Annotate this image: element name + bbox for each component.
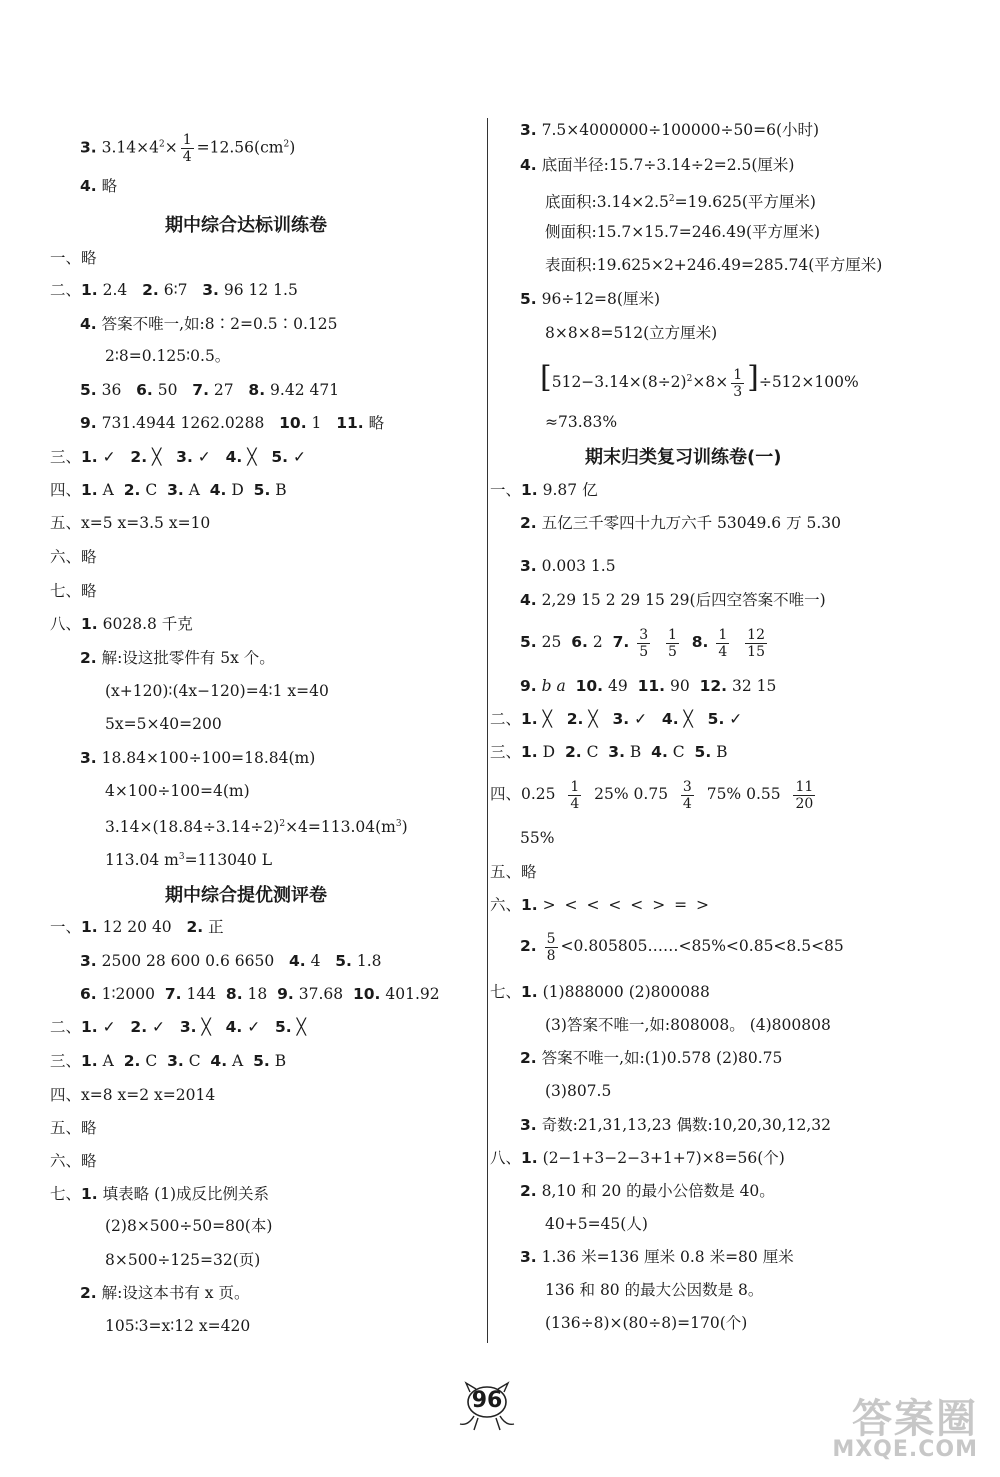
- section-title: 期中综合提优测评卷: [165, 885, 327, 906]
- answer-line: 八、1. 6028.8 千克: [50, 615, 193, 633]
- answer-line: 2. 解:设这本书有 x 页。: [80, 1284, 250, 1302]
- answer-line: 5. 96÷12=8(厘米): [520, 290, 661, 308]
- fraction: $\frac{3}{5}$: [639, 626, 649, 660]
- answer-line: 5. 36 6. 50 7. 27 8. 9.42 471: [80, 381, 340, 399]
- answer-line: 5x=5×40=200: [105, 715, 222, 733]
- answer-line: 55%: [520, 829, 555, 847]
- answer-line: 四、x=8 x=2 x=2014: [50, 1086, 216, 1104]
- answer-line: 表面积:19.625×2+246.49=285.74(平方厘米): [545, 256, 883, 274]
- page-number-badge: [456, 1378, 518, 1436]
- answer-line: (x+120)∶(4x−120)=4∶1 x=40: [105, 682, 329, 700]
- answer-line: 六、略: [50, 1152, 97, 1170]
- answer-line: 3. $3.14\times 4^2\times$ $\frac{1}{4}$ $=12.56(cm^2)$: [80, 132, 296, 165]
- answer-line: 四、1. A 2. C 3. A 4. D 5. B: [50, 481, 287, 499]
- answer-line: 105∶3=x∶12 x=420: [105, 1317, 251, 1335]
- answer-line: 二、1. ╳ 2. ╳ 3. ✓ 4. ╳ 5. ✓: [490, 710, 743, 728]
- fraction: $\frac{1}{4}$: [570, 778, 580, 812]
- answer-line: 一、略: [50, 249, 97, 267]
- fraction: $\frac{1}{4}$: [718, 626, 728, 660]
- answer-line: (2)8×500÷50=80(本): [105, 1217, 273, 1235]
- watermark-logo: [828, 1387, 978, 1467]
- answer-line: [$512-3.14\times(8\div 2)^2\times 8\times$ $\frac{1}{3}$ ]÷512×100%: [540, 360, 859, 400]
- answer-line: 底面积$:3.14\times 2.5^2=19.625$(平方厘米): [545, 193, 816, 212]
- answer-line: 5. 25 6. 2 7. $\frac{3}{5}$ $\frac{1}{5}$ 8. $\frac{1}{4}$ $\frac{12}{15}$: [520, 626, 765, 660]
- page-number: 96: [471, 1388, 503, 1413]
- answer-line: 七、1. 填表略 (1)成反比例关系: [50, 1185, 270, 1203]
- answer-line: 4. 底面半径:15.7÷3.14÷2=2.5(厘米): [520, 156, 795, 174]
- answer-line: 七、略: [50, 582, 97, 600]
- fraction: $\frac{11}{20}$: [795, 778, 814, 812]
- fraction: $\frac{1}{3}$: [733, 366, 743, 400]
- answer-line: 五、略: [490, 863, 537, 881]
- answer-line: (3)807.5: [545, 1082, 612, 1100]
- answer-line: 40+5=45(人): [545, 1215, 648, 1233]
- answer-line: 9. 731.4944 1262.0288 10. 1 11. 略: [80, 414, 385, 432]
- fraction: $\frac{5}{8}$: [546, 930, 556, 964]
- answer-line: 2. 五亿三千零四十九万六千 53049.6 万 5.30: [520, 514, 842, 532]
- answer-line: 4×100÷100=4(m): [105, 782, 250, 800]
- answer-line: 二、1. ✓ 2. ✓ 3. ╳ 4. ✓ 5. ╳: [50, 1018, 306, 1036]
- answer-line: ≈73.83%: [545, 413, 618, 431]
- answer-line: 三、1. A 2. C 3. C 4. A 5. B: [50, 1052, 287, 1070]
- answer-line: 3. 18.84×100÷100=18.84(m): [80, 749, 316, 767]
- answer-line: 2∶8=0.125∶0.5。: [105, 347, 231, 365]
- answer-line: 六、略: [50, 548, 97, 566]
- answer-line: 8×500÷125=32(页): [105, 1251, 261, 1269]
- answer-line: 一、1. 9.87 亿: [490, 481, 598, 499]
- answer-line: 3. 0.003 1.5: [520, 557, 616, 575]
- answer-line: 2. 解:设这批零件有 5x 个。: [80, 649, 275, 667]
- answer-line: 三、1. ✓ 2. ╳ 3. ✓ 4. ╳ 5. ✓: [50, 448, 306, 466]
- answer-line: 三、1. D 2. C 3. B 4. C 5. B: [490, 743, 728, 761]
- section-title: 期末归类复习训练卷(一): [585, 447, 782, 468]
- section-title: 期中综合达标训练卷: [165, 215, 327, 236]
- watermark-url: MXQE.COM: [832, 1437, 978, 1462]
- fraction: $\frac{1}{5}$: [667, 626, 677, 660]
- answer-line: 9. b a 10. 49 11. 90 12. 32 15: [520, 677, 777, 695]
- answer-line: 二、1. 2.4 2. 6∶7 3. 96 12 1.5: [50, 281, 298, 299]
- answer-line: (3)答案不唯一,如:808008。 (4)800808: [545, 1016, 831, 1034]
- answer-line: 136 和 80 的最大公因数是 8。: [545, 1281, 764, 1299]
- answer-line: 侧面积:15.7×15.7=246.49(平方厘米): [545, 223, 821, 241]
- answer-line: 113.04 $m^3=113040$ L: [105, 851, 272, 870]
- answer-line: 七、1. (1)888000 (2)800088: [490, 983, 710, 1001]
- answer-line: 8×8×8=512(立方厘米): [545, 324, 718, 342]
- answer-line: 2. 答案不唯一,如:(1)0.578 (2)80.75: [520, 1049, 783, 1067]
- answer-line: 一、1. 12 20 40 2. 正: [50, 918, 224, 936]
- fraction: $\frac{1}{4}$: [182, 132, 192, 165]
- fraction: $\frac{3}{4}$: [682, 778, 692, 812]
- answer-line: $3.14\times(18.84\div 3.14\div 2)^2\times 4=113.04(m^3)$: [105, 818, 408, 837]
- answer-line: 4. 答案不唯一,如:8∶2=0.5∶0.125: [80, 315, 338, 333]
- answer-line: 4. 2,29 15 2 29 15 29(后四空答案不唯一): [520, 591, 826, 609]
- fraction: $\frac{12}{15}$: [747, 626, 765, 660]
- answer-line: 4. 略: [80, 177, 118, 195]
- answer-line: 3. 2500 28 600 0.6 6650 4. 4 5. 1.8: [80, 952, 382, 970]
- answer-line: 6. 1∶2000 7. 144 8. 18 9. 37.68 10. 401.92: [80, 985, 440, 1003]
- answer-line: 2. 8,10 和 20 的最小公倍数是 40。: [520, 1182, 775, 1200]
- column-divider: [487, 118, 488, 1343]
- answer-line: (136÷8)×(80÷8)=170(个): [545, 1314, 748, 1332]
- watermark-text: 答案圈: [852, 1396, 978, 1442]
- answer-line: 五、x=5 x=3.5 x=10: [50, 514, 211, 532]
- answer-line: 2. $\frac{5}{8}$ <0.805805……<85%<0.85<8.5<85: [520, 930, 844, 964]
- answer-line: 3. 7.5×4000000÷100000÷50=6(小时): [520, 121, 820, 139]
- answer-line: 3. 1.36 米=136 厘米 0.8 米=80 厘米: [520, 1248, 794, 1266]
- answer-line: 八、1. (2−1+3−2−3+1+7)×8=56(个): [490, 1149, 785, 1167]
- answer-line: 五、略: [50, 1119, 97, 1137]
- answer-line: 3. 奇数:21,31,13,23 偶数:10,20,30,12,32: [520, 1116, 831, 1134]
- answer-line: 四、0.25 $\frac{1}{4}$ 25% 0.75 $\frac{3}{4}$ 75% 0.55 $\frac{11}{20}$: [490, 778, 814, 812]
- answer-line: 六、1. > < < < < > = >: [490, 896, 712, 914]
